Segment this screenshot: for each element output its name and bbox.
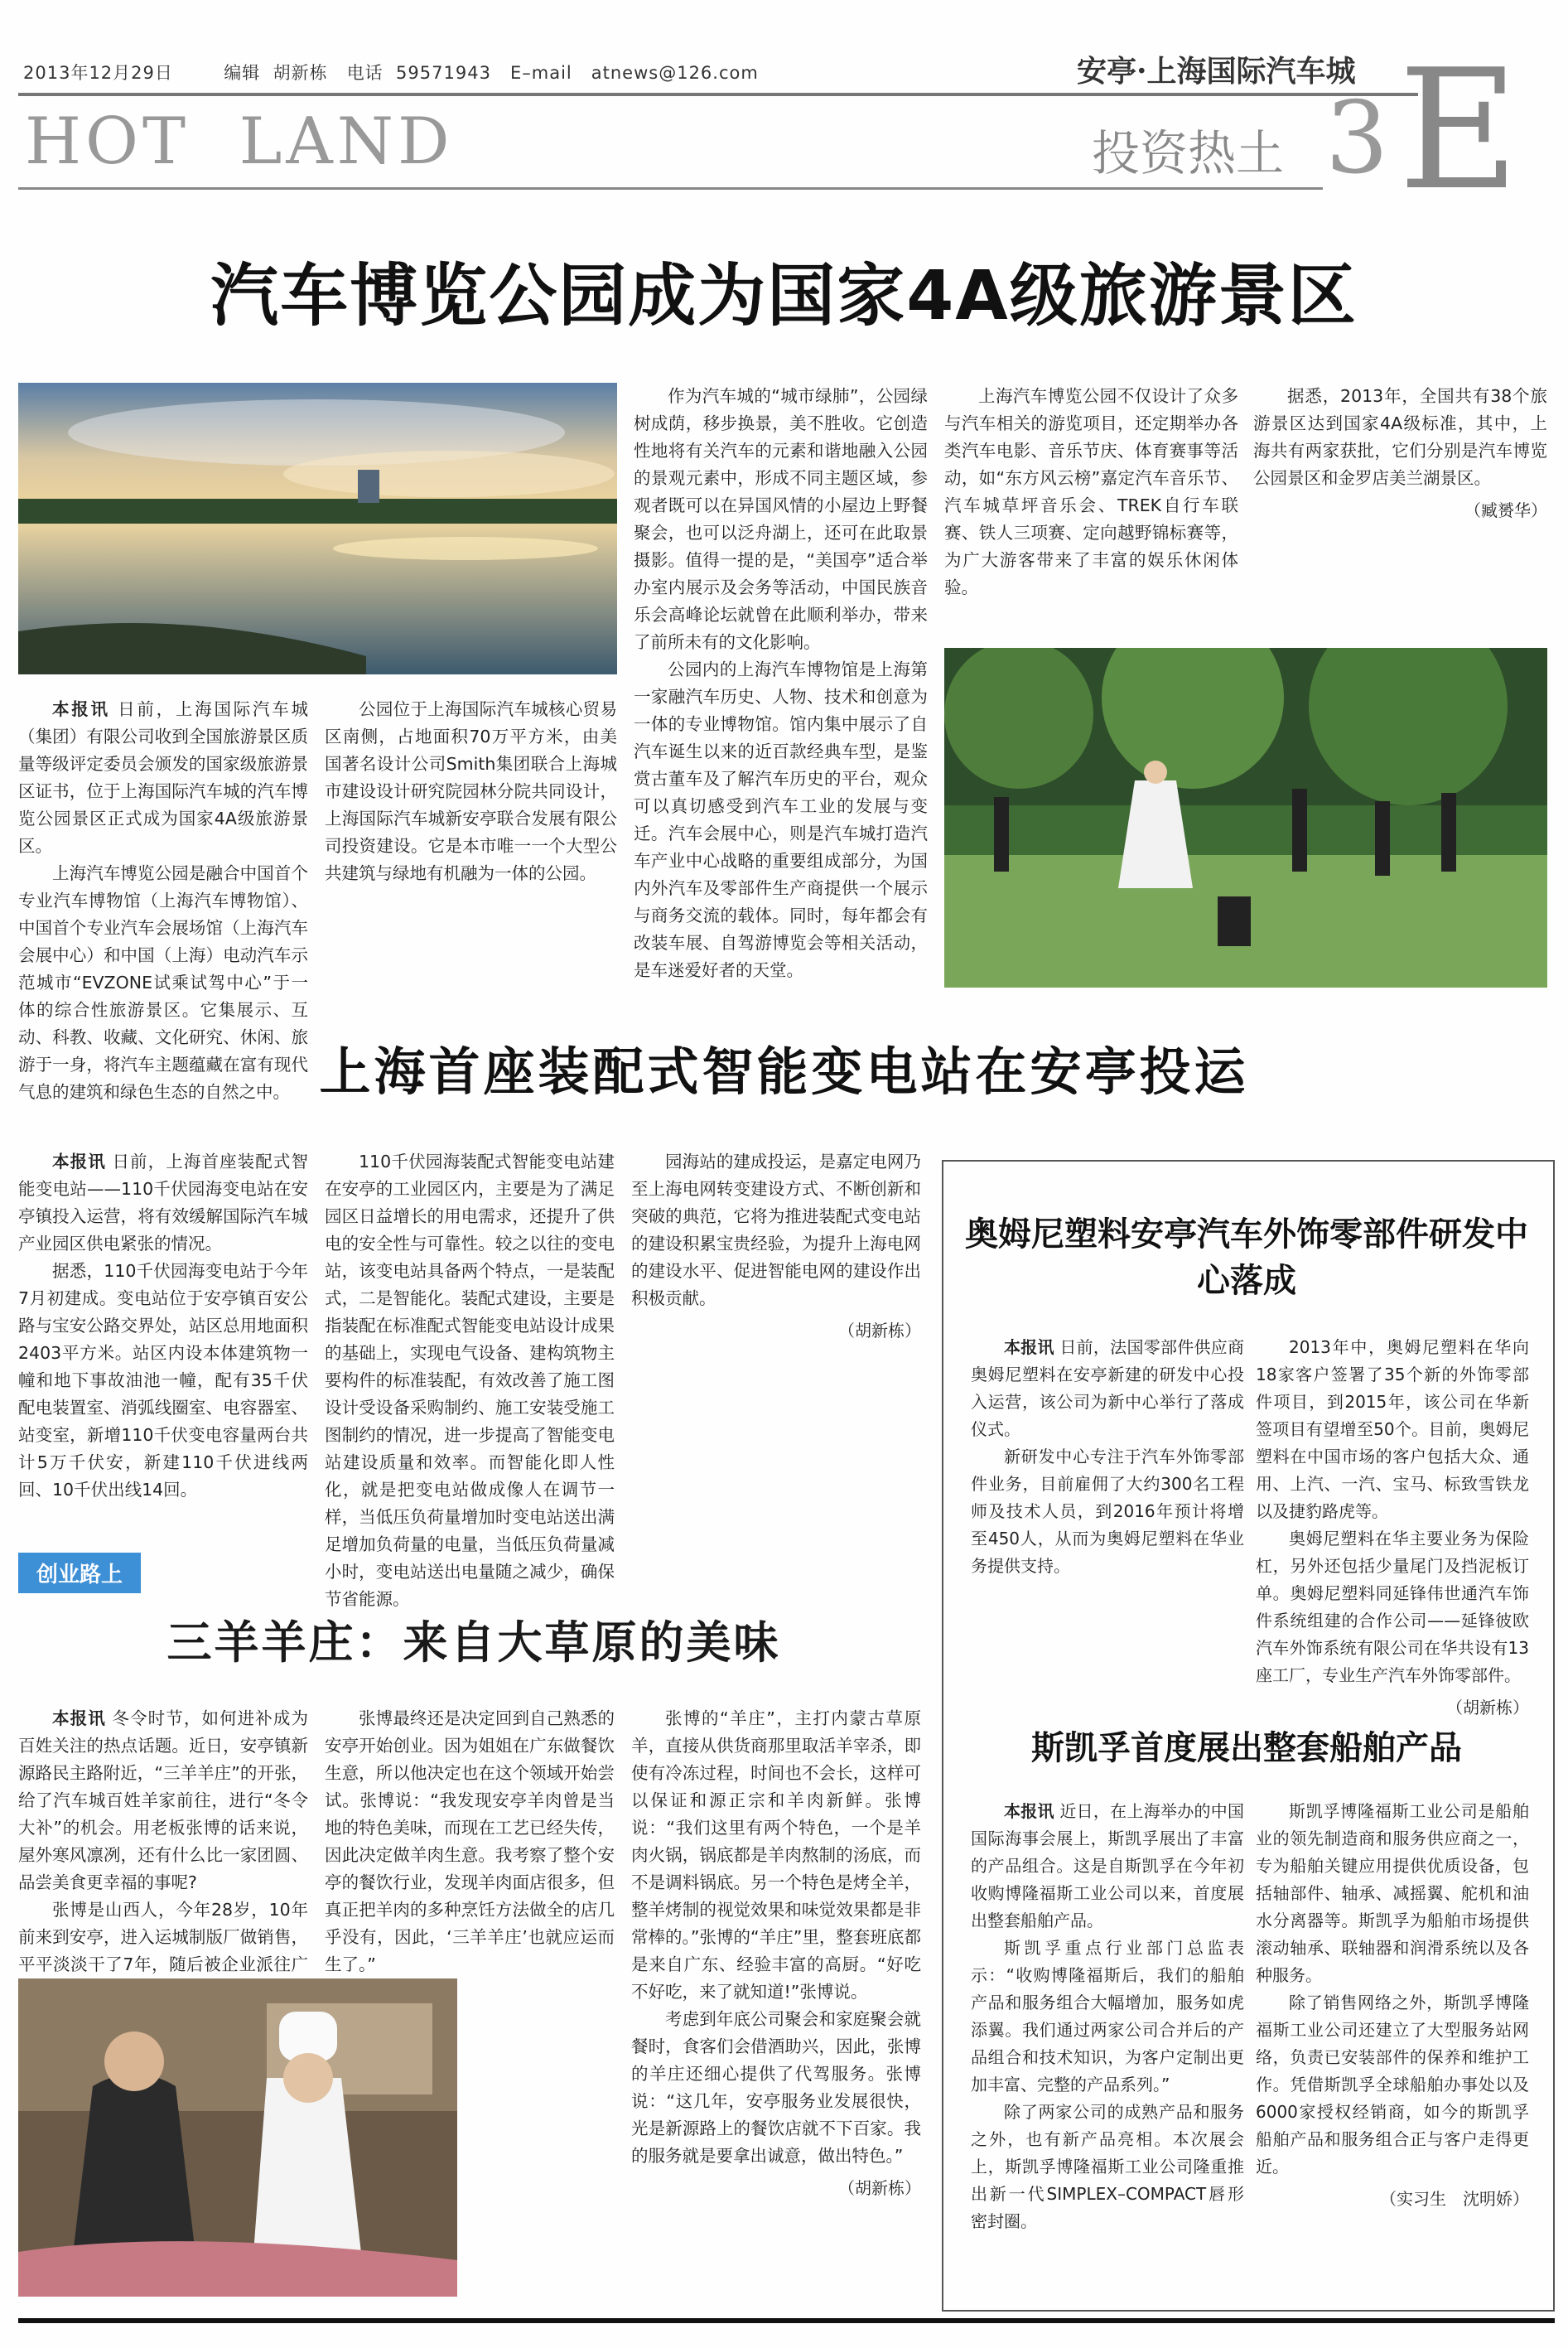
park-wedding-photo bbox=[944, 648, 1547, 988]
article4-credit: （实习生 沈明娇） bbox=[1380, 2189, 1529, 2209]
article2-col2: 110千伏园海装配式智能变电站建在安亭的工业园区内，主要是为了满足园区日益增长的用电需求，还提升了供电的安全性与可靠性。较之以往的变电站，该变电站具备两个特点，一是装配式，二是智能化。装配式建设，主要是指装配在标准配式智能变电站设计成果的基础上，实现电气设备、建构筑物主要构件的标准装配，有效改善了施工图设计受设备采购制约、施工安装受施工图制约的情况，进一步提高了智能变电站建设质量和效率。而智能化即人性化，就是把变电站做成像人在调节一样，当低压负荷量增加时变电站送出满足增加负荷量的电量，当低压负荷量减小时，变电站送出电量随之减少，确保节省能源。 bbox=[325, 1152, 615, 1609]
article1-headline: 汽车博览公园成为国家4A级旅游景区 bbox=[210, 257, 1358, 336]
header-rule bbox=[18, 93, 1418, 96]
article5-col1: 本报讯 冬令时节，如何进补成为百姓关注的热点话题。近日，安亭镇新源路民主路附近，“三羊羊庄”的开张，给了汽车城百姓羊家前往，进行“冬令大补”的机会。用老板张博的话来说，屋外寒风凛冽，还有什么比一家团圆、品尝美食更幸福的事呢? 张博是山西人，今年28岁，10年前来到安亭，进入运城制版厂做销售，平平淡淡干了7年，随后被企业派往广 bbox=[18, 1708, 309, 1974]
article5-credit: （胡新栋） bbox=[838, 2178, 921, 2198]
editor-name: 胡新栋 bbox=[273, 63, 328, 83]
brand-title: 安亭·上海国际汽车城 bbox=[1077, 54, 1356, 89]
phone-number: 59571943 bbox=[396, 63, 491, 83]
column-tag: 创业路上 bbox=[18, 1553, 141, 1593]
article4-col2: 斯凯孚博隆福斯工业公司是船舶业的领先制造商和服务供应商之一，专为船舶关键应用提供优质设备，包括轴部件、轴承、减摇翼、舵机和油水分离器等。斯凯孚为船舶市场提供滚动轴承、联轴器和润滑系统以及各种服务。 除了销售网络之外，斯凯孚博隆福斯工业公司还建立了大型服务站网络，负责已安装部件的保养和维护工作。凭借斯凯孚全球船舶办事处以及6000家授权经销商，如今的斯凯孚船舶产品和服务组合正与客户走得更近。 （实习生 沈明娇） bbox=[1256, 1798, 1529, 2213]
article2-col3: 园海站的建成投运，是嘉定电网乃至上海电网转变建设方式、不断创新和突破的典范，它将为推进装配式变电站的建设积累宝贵经验，为提升上海电网的建设水平、促进智能电网的建设作出积极贡献。 （胡新栋） bbox=[631, 1148, 921, 1345]
article1-col1: 本报讯 日前，上海国际汽车城（集团）有限公司收到全国旅游景区质量等级评定委员会颁发的国家级旅游景区证书，位于上海国际汽车城的汽车博览公园景区正式成为国家4A级旅游景区。 上海汽车博览公园是融合中国首个专业汽车博物馆（上海汽车博物馆）、中国首个专业汽车会展场馆（上海汽车会展中心）和中国（上海）电动汽车示范城市“EVZONE试乘试驾中心”于一体的综合性旅游景区。它集展示、互动、科教、收藏、文化研究、休闲、旅游于一身，将汽车主题蕴藏在富有现代气息的建筑和绿色生态的自然之中。 bbox=[18, 699, 309, 1102]
article1-col3: 作为汽车城的“城市绿肺”，公园绿树成荫，移步换景，美不胜收。它创造性地将有关汽车的元素和谐地融入公园的景观元素中，形成不同主题区域，参观者既可以在异国风情的小屋边上野餐聚会，也可以泛舟湖上，还可在此取景摄影。值得一提的是，“美国亭”适合举办室内展示及会务等活动，中国民族音乐会高峰论坛就曾在此顺利举办，带来了前所未有的文化影响。 公园内的上海汽车博物馆是上海第一家融汽车历史、人物、技术和创意为一体的专业博物馆。馆内集中展示了自汽车诞生以来的近百款经典车型，是鉴赏古董车及了解汽车历史的平台，观众可以真切感受到汽车工业的发展与变迁。汽车会展中心，则是汽车城打造汽车产业中心战略的重要组成部分，为国内外汽车及零部件生产商提供一个展示与商务交流的载体。同时，每年都会有改装车展、自驾游博览会等相关活动，是车迷爱好者的天堂。 bbox=[634, 386, 928, 980]
article2-col1: 本报讯 日前，上海首座装配式智能变电站——110千伏园海变电站在安亭镇投入运营，将有效缓解国际汽车城产业园区供电紧张的情况。 据悉，110千伏园海变电站于今年7月初建成。变电站位于安亭镇百安公路与宝安公路交界处，站区总用地面积2403平方米。站区内设本体建筑物一幢和地下事故油池一幢，配有35千伏配电装置室、消弧线圈室、电容器室、站变室，新增110千伏变电容量两台共计5万千伏安，新建110千伏进线两回、10千伏出线14回。 bbox=[18, 1152, 309, 1500]
section-name: 投资热土 bbox=[1092, 125, 1285, 181]
article1-col5: 据悉，2013年，全国共有38个旅游景区达到国家4A级标准，其中，上海共有两家获批，它们分别是汽车博览公园景区和金罗店美兰湖景区。 （臧赟华） bbox=[1253, 383, 1547, 524]
article1-col2: 公园位于上海国际汽车城核心贸易区南侧，占地面积70万平方米，由美国著名设计公司Smith集团联合上海城市建设设计研究院园林分院共同设计，上海国际汽车城新安亭联合发展有限公司投资建设。它是本市唯一一个大型公共建筑与绿地有机融为一体的公园。 bbox=[325, 699, 617, 883]
page-bottom-rule bbox=[18, 2318, 1555, 2323]
article4-headline: 斯凯孚首度展出整套船舶产品 bbox=[1031, 1729, 1462, 1767]
article2-credit: （胡新栋） bbox=[838, 1321, 921, 1341]
masthead: HOT LAND bbox=[25, 104, 454, 179]
page-letter: E bbox=[1398, 34, 1519, 227]
masthead-rule bbox=[18, 187, 1323, 190]
article3-col1: 本报讯 日前，法国零部件供应商奥姆尼塑料在安亭新建的研发中心投入运营，该公司为新中心举行了落成仪式。 新研发中心专注于汽车外饰零部件业务，目前雇佣了大约300名工程师及技术人员，到2016年预计将增至450人，从而为奥姆尼塑料在华业务提供支持。 bbox=[971, 1337, 1245, 1576]
article3-credit: （胡新栋） bbox=[1446, 1698, 1529, 1718]
article1-credit: （臧赟华） bbox=[1464, 500, 1547, 520]
article5-col3: 张博的“羊庄”，主打内蒙古草原羊，直接从供货商那里取活羊宰杀，即使有冷冻过程，时间也不会长，这样可以保证和源正宗和羊肉新鲜。张博说：“我们这里有两个特色，一个是羊肉火锅，锅底都是羊肉熬制的汤底，而不是调料锅底。另一个特色是烤全羊，整羊烤制的视觉效果和味觉效果都是非常棒的。”张博的“羊庄”里，整套班底都是来自广东、经验丰富的高厨。“好吃不好吃，来了就知道!”张博说。 考虑到年底公司聚会和家庭聚会就餐时，食客们会借酒助兴，因此，张博的羊庄还细心提供了代驾服务。张博说：“这几年，安亭服务业发展很快，光是新源路上的餐饮店就不下百家。我的服务就是要拿出诚意，做出特色。” （胡新栋） bbox=[631, 1705, 921, 2202]
issue-date: 2013年12月29日 bbox=[23, 63, 173, 83]
email-address: atnews@126.com bbox=[591, 63, 759, 83]
article2-headline: 上海首座装配式智能变电站在安亭投运 bbox=[319, 1041, 1249, 1102]
article5-col2: 张博最终还是决定回到自己熟悉的安亭开始创业。因为姐姐在广东做餐饮生意，所以他决定也在这个领域开始尝试。张博说：“我发现安亭羊肉曾是当地的特色美味，而现在工艺已经失传，因此决定做羊肉生意。我考察了整个安亭的餐饮行业，发现羊肉面店很多，但真正把羊肉的多种烹饪方法做全的店几乎没有，因此，‘三羊羊庄’也就应运而生了。” bbox=[325, 1708, 615, 1974]
page-number: 3 bbox=[1325, 81, 1389, 196]
article4-col1: 本报讯 近日，在上海举办的中国国际海事会展上，斯凯孚展出了丰富的产品组合。这是自斯凯孚在今年初收购博隆福斯工业公司以来，首度展出整套船舶产品。 斯凯孚重点行业部门总监表示：“收购博隆福斯后，我们的船舶产品和服务组合大幅增加，服务如虎添翼。我们通过两家公司合并后的产品组合和技术知识，为客户定制出更加丰富、完整的产品系列。” 除了两家公司的成熟产品和服务之外，也有新产品亮相。本次展会上，斯凯孚博隆福斯工业公司隆重推出新一代SIMPLEX–COMPACT唇形密封圈。 bbox=[971, 1801, 1245, 2231]
header-meta: 2013年12月29日 编辑 胡新栋 电话 59571943 E–mail atnews@126.com bbox=[23, 63, 759, 83]
article3-headline: 奥姆尼塑料安亭汽车外饰零部件研发中心落成 bbox=[965, 1215, 1528, 1300]
lake-sunset-photo bbox=[18, 383, 617, 674]
article3-col2: 2013年中，奥姆尼塑料在华向18家客户签署了35个新的外饰零部件项目，到2015年，该公司在华新签项目有望增至50个。目前，奥姆尼塑料在中国市场的客户包括大众、通用、上汽、一汽、宝马、标致雪铁龙以及捷豹路虎等。 奥姆尼塑料在华主要业务为保险杠，另外还包括少量尾门及挡泥板订单。奥姆尼塑料同延锋伟世通汽车饰件系统组建的合作公司——延锋彼欧汽车外饰系统有限公司在华共设有13座工厂，专业生产汽车外饰零部件。 （胡新栋） bbox=[1256, 1334, 1529, 1722]
chef-owner-photo bbox=[18, 1978, 457, 2297]
article1-col4: 上海汽车博览公园不仅设计了众多与汽车相关的游览项目，还定期举办各类汽车电影、音乐节庆、体育赛事等活动，如“东方风云榜”嘉定汽车音乐节、汽车城草坪音乐会、TREK自行车联赛、铁人三项赛、定向越野锦标赛等，为广大游客带来了丰富的娱乐休闲体验。 bbox=[944, 386, 1238, 597]
article5-headline: 三羊羊庄：来自大草原的美味 bbox=[166, 1616, 781, 1669]
